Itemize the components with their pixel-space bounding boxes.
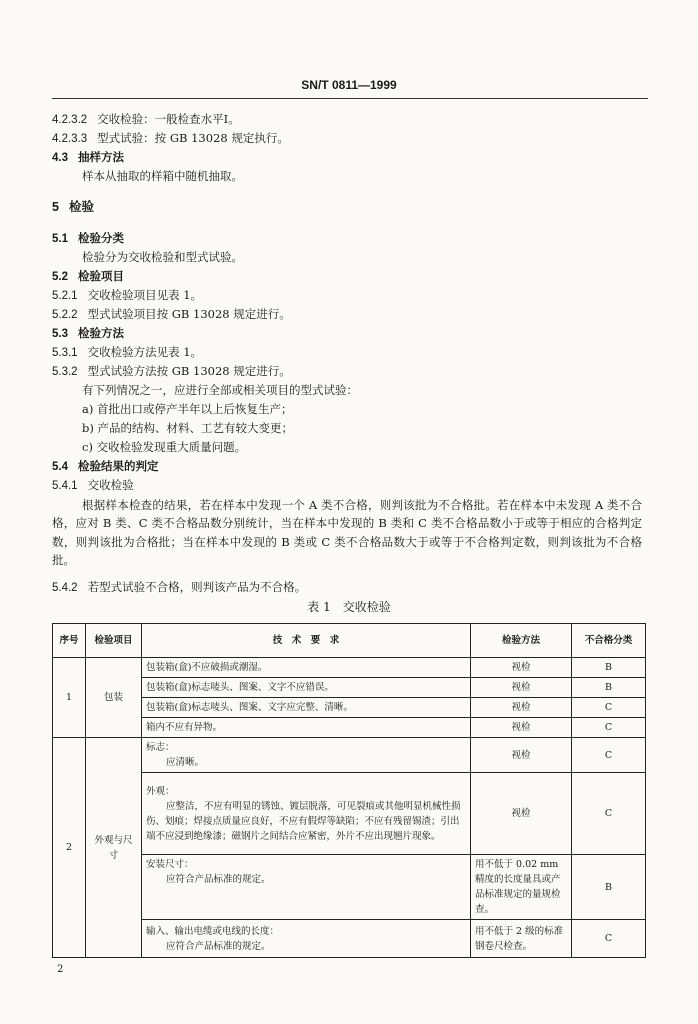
- method-cell: 视检: [471, 658, 572, 678]
- header-rule: [52, 98, 648, 99]
- requirement-cell: 外观： 应整洁，不应有明显的锈蚀、镀层脱落，可见裂痕或其他明显机械性损伤、划痕；焊接点质量应良好，不应有假焊等缺陷；不应有残留锡渣；引出端不应浸到绝缘漆；磁钢片之间结合应紧密，外片不应出现翘片现象。: [142, 773, 471, 855]
- clause-5-4-1: 5.4.1 交收检验: [52, 478, 134, 492]
- class-cell: C: [572, 698, 646, 718]
- table-row: [53, 658, 646, 678]
- method-cell: 视检: [471, 698, 572, 718]
- method-cell: 用不低于 0.02 mm 精度的长度量具或产品标准规定的量规检查。: [471, 855, 572, 920]
- clause-5-3-2-text: 有下列情况之一，应进行全部或相关项目的型式试验：: [82, 383, 358, 397]
- inspection-table: [52, 623, 646, 958]
- table-row: [53, 698, 646, 718]
- header-item: 检验项目: [86, 624, 142, 658]
- clause-5-1-text: 检验分为交收检验和型式试验。: [82, 250, 243, 264]
- header-requirement: 技 术 要 求: [142, 624, 471, 658]
- requirement-cell: 包装箱(盒)标志唛头、图案、文字不应错误。: [142, 678, 471, 698]
- method-cell: 视检: [471, 678, 572, 698]
- requirement-cell: 标志： 应清晰。: [142, 738, 471, 773]
- table-row: [53, 678, 646, 698]
- table-row: [53, 773, 646, 855]
- table-caption: 表 1 交收检验: [307, 600, 391, 614]
- requirement-cell: 安装尺寸： 应符合产品标准的规定。: [142, 855, 471, 920]
- clause-5-4-2: 5.4.2 若型式试验不合格，则判该产品为不合格。: [52, 580, 307, 594]
- requirement-cell: 箱内不应有异物。: [142, 718, 471, 738]
- class-cell: B: [572, 658, 646, 678]
- clause-5-4-heading: 5.4 检验结果的判定: [52, 459, 159, 473]
- table-row: [53, 920, 646, 958]
- header-class: 不合格分类: [572, 624, 646, 658]
- method-cell: 视检: [471, 773, 572, 855]
- clause-5-2-2: 5.2.2 型式试验项目按 GB 13028 规定进行。: [52, 307, 291, 321]
- list-item-a: a) 首批出口或停产半年以上后恢复生产；: [82, 402, 293, 416]
- requirement-cell: 输入、输出电缆或电线的长度： 应符合产品标准的规定。: [142, 920, 471, 958]
- table-row: [53, 738, 646, 773]
- clause-5-3-1: 5.3.1 交收检验方法见表 1。: [52, 345, 203, 359]
- class-cell: B: [572, 678, 646, 698]
- page-number: 2: [57, 964, 64, 975]
- clause-5-1-heading: 5.1 检验分类: [52, 231, 124, 245]
- requirement-cell: 包装箱(盒)不应破损或潮湿。: [142, 658, 471, 678]
- clause-4-2-3-2: 4.2.3.2 交收检验：一般检查水平Ⅰ。: [52, 112, 240, 126]
- class-cell: C: [572, 773, 646, 855]
- group-2-item: 外观与尺寸: [86, 738, 142, 958]
- requirement-cell: 包装箱(盒)标志唛头、图案、文字应完整、清晰。: [142, 698, 471, 718]
- clause-4-3-heading: 4.3 抽样方法: [52, 150, 124, 164]
- group-1-item: 包装: [86, 658, 142, 738]
- header-method: 检验方法: [471, 624, 572, 658]
- header-no: 序号: [53, 624, 86, 658]
- table-row: [53, 718, 646, 738]
- method-cell: 视检: [471, 738, 572, 773]
- class-cell: C: [572, 718, 646, 738]
- clause-5-3-heading: 5.3 检验方法: [52, 326, 124, 340]
- class-cell: B: [572, 855, 646, 920]
- class-cell: C: [572, 738, 646, 773]
- section-5-heading: 5 检验: [52, 199, 94, 214]
- group-1-no: 1: [53, 658, 86, 738]
- clause-4-2-3-3: 4.2.3.3 型式试验：按 GB 13028 规定执行。: [52, 131, 289, 145]
- header-code: SN/T 0811—1999: [301, 78, 397, 92]
- class-cell: C: [572, 920, 646, 958]
- list-item-b: b) 产品的结构、材料、工艺有较大变更；: [82, 421, 294, 435]
- table-row: [53, 855, 646, 920]
- method-cell: 用不低于 2 级的标准钢卷尺检查。: [471, 920, 572, 958]
- method-cell: 视检: [471, 718, 572, 738]
- group-2-no: 2: [53, 738, 86, 958]
- list-item-c: c) 交收检验发现重大质量问题。: [82, 440, 247, 454]
- clause-5-2-heading: 5.2 检验项目: [52, 269, 124, 283]
- table-header-row: [53, 624, 646, 658]
- clause-5-2-1: 5.2.1 交收检验项目见表 1。: [52, 288, 203, 302]
- clause-5-3-2: 5.3.2 型式试验方法按 GB 13028 规定进行。: [52, 364, 291, 378]
- clause-5-4-1-paragraph: 根据样本检查的结果，若在样本中发现一个 A 类不合格，则判该批为不合格批。若在样本中未发现 A 类不合格，应对 B 类、C 类不合格品数分别统计，当在样本中发现的 B 类和 C 类不合格品数小于或等于相应的合格判定数，则判该批为合格批；当在样本中发现的 B 类或 C 类不合格品数大于或等于不合格判定数，则判该批为不合格批。: [52, 498, 642, 567]
- clause-4-3-text: 样本从抽取的样箱中随机抽取。: [82, 169, 243, 183]
